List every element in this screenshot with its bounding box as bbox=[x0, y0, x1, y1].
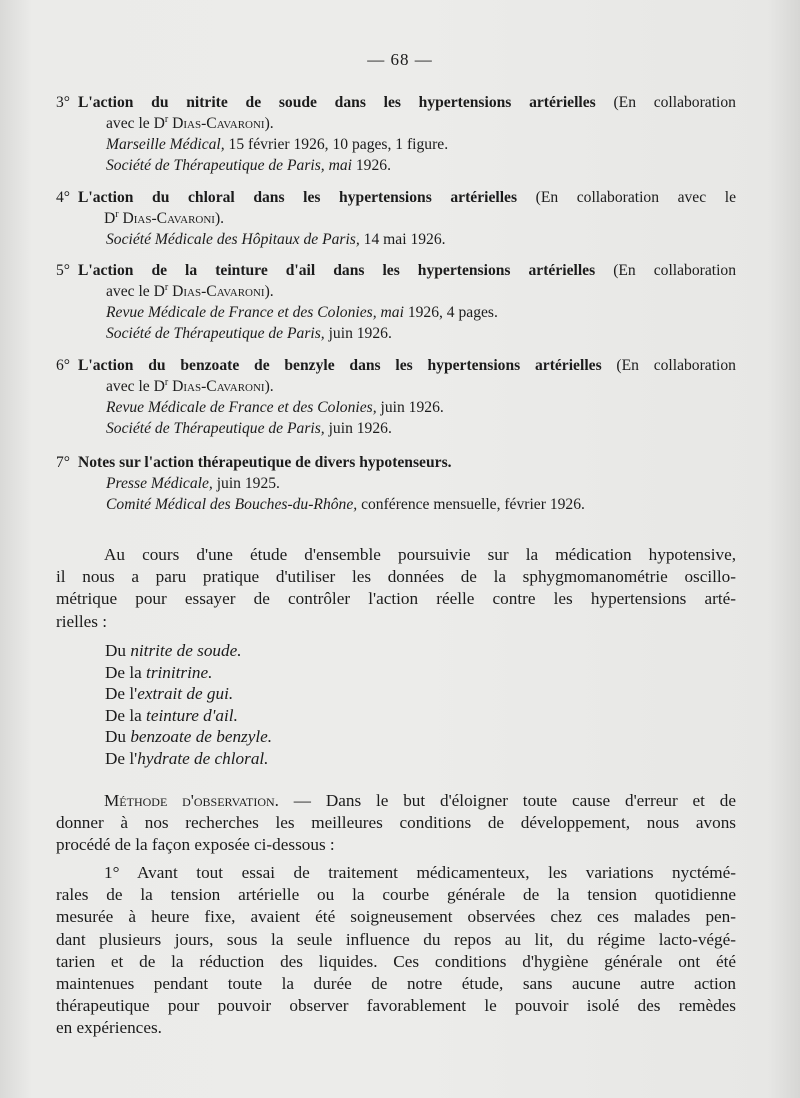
entry-title-line bbox=[56, 187, 736, 208]
author-name: Dias-Cavaroni bbox=[168, 115, 265, 132]
author-title-sup: r bbox=[164, 113, 169, 125]
remedy-name: hydrate de chloral. bbox=[137, 748, 269, 768]
remedy-item bbox=[105, 726, 272, 748]
entry-title-line bbox=[56, 92, 736, 113]
remedy-article: Du bbox=[105, 727, 131, 747]
entry-title-line bbox=[56, 452, 736, 473]
intro-paragraph bbox=[56, 544, 736, 633]
reference-journal: Presse Médicale, bbox=[106, 475, 213, 492]
intro-line: métrique pour essayer de contrôler l'action réelle contre les hypertensions arté- bbox=[56, 589, 736, 609]
entry-reference bbox=[56, 302, 736, 323]
remedy-item bbox=[105, 662, 272, 684]
reference-journal: Société Médicale des Hôpitaux de Paris, bbox=[106, 231, 360, 248]
entry-number: 5° bbox=[56, 262, 71, 279]
remedy-name: teinture d'ail. bbox=[146, 705, 238, 725]
remedy-article: Du bbox=[105, 641, 131, 660]
bibliography-entry-6 bbox=[56, 355, 736, 439]
reference-details: conférence mensuelle, février 1926. bbox=[357, 496, 585, 513]
author-suffix: ). bbox=[264, 115, 274, 132]
entry-reference bbox=[56, 397, 736, 418]
bibliography-entry-7 bbox=[56, 452, 736, 515]
entry-number: 7° bbox=[56, 454, 71, 471]
point-1-line: tarien et de la réduction des liquides. Ces conditions d'hygiène générale ont été bbox=[56, 951, 736, 971]
point-1-line: dant plusieurs jours, sous la seule influence du repos au lit, du régime lacto-végé- bbox=[56, 929, 736, 949]
entry-reference bbox=[56, 418, 736, 439]
reference-details: juin 1926. bbox=[324, 325, 392, 342]
methode-title: Méthode d'observation. bbox=[104, 791, 279, 810]
entry-reference bbox=[56, 229, 736, 250]
remedy-name: trinitrine. bbox=[146, 662, 213, 682]
remedy-article: De l' bbox=[105, 684, 138, 704]
entry-reference bbox=[56, 155, 736, 176]
entry-title: L'action du chloral dans les hypertensions artérielles bbox=[78, 189, 518, 206]
methode-line: donner à nos recherches les meilleures conditions de développement, nous avons bbox=[56, 813, 736, 833]
entry-number: 6° bbox=[56, 357, 71, 374]
methode-line: procédé de la façon exposée ci-dessous : bbox=[56, 835, 335, 855]
author-name: Dias-Cavaroni bbox=[118, 210, 215, 227]
remedy-name: benzoate de benzyle. bbox=[130, 727, 273, 747]
entry-title-line bbox=[56, 355, 736, 376]
reference-details: juin 1925. bbox=[212, 475, 280, 492]
entry-title: L'action de la teinture d'ail dans les hypertensions artérielles bbox=[78, 262, 596, 279]
intro-line: Au cours d'une étude d'ensemble poursuivie sur la médication hypotensive, bbox=[104, 545, 736, 564]
reference-details: 15 février 1926, 10 pages, 1 figure. bbox=[224, 136, 449, 153]
entry-collaboration: (En collaboration bbox=[601, 357, 736, 374]
remedy-item bbox=[105, 683, 272, 705]
author-prefix: avec le D bbox=[106, 115, 165, 132]
entry-title: L'action du benzoate de benzyle dans les hypertensions artérielles bbox=[78, 357, 602, 374]
entry-title: Notes sur l'action thérapeutique de divers hypotenseurs. bbox=[78, 454, 452, 471]
intro-line: rielles : bbox=[56, 611, 108, 631]
entry-reference bbox=[56, 323, 736, 344]
methode-line bbox=[56, 790, 736, 812]
point-1-line: thérapeutique pour pouvoir observer favorablement le pouvoir isolé des remèdes bbox=[56, 996, 736, 1016]
point-1-paragraph bbox=[56, 862, 736, 1040]
point-1-line: maintenues pendant toute la durée de notre étude, sans aucune autre action bbox=[56, 974, 736, 994]
author-name: Dias-Cavaroni bbox=[168, 283, 265, 300]
author-title-sup: r bbox=[115, 208, 119, 220]
bibliography-entry-3 bbox=[56, 92, 736, 176]
bibliography-entry-5 bbox=[56, 260, 736, 344]
point-1-line: en expériences. bbox=[56, 1018, 162, 1038]
reference-journal: Société de Thérapeutique de Paris, mai bbox=[106, 157, 352, 174]
reference-details: juin 1926. bbox=[376, 399, 444, 416]
point-1-line: rales de la tension artérielle ou la courbe générale de la tension quotidienne bbox=[56, 885, 736, 905]
methode-text: — Dans le but d'éloigner toute cause d'erreur et de bbox=[278, 791, 736, 810]
reference-details: 1926. bbox=[351, 157, 391, 174]
remedy-item bbox=[105, 640, 272, 662]
remedy-item bbox=[105, 705, 272, 727]
entry-author-line bbox=[56, 281, 736, 302]
page-number: — 68 — bbox=[367, 50, 433, 69]
author-suffix: ). bbox=[264, 378, 274, 395]
author-prefix: D bbox=[104, 210, 116, 227]
bibliography-entry-4 bbox=[56, 187, 736, 250]
author-suffix: ). bbox=[264, 283, 274, 300]
reference-journal: Marseille Médical, bbox=[106, 136, 225, 153]
author-prefix: avec le D bbox=[106, 283, 165, 300]
remedy-name: extrait de gui. bbox=[137, 684, 234, 704]
entry-collaboration: (En collaboration bbox=[595, 94, 736, 111]
reference-journal: Revue Médicale de France et des Colonies, bbox=[106, 399, 377, 416]
entry-number: 4° bbox=[56, 189, 71, 206]
point-1-line: 1° Avant tout essai de traitement médicamenteux, les variations nyctémé- bbox=[104, 863, 736, 882]
entry-author-line bbox=[56, 208, 736, 229]
point-1-line: mesurée à heure fixe, avaient été soigneusement observées chez ces malades pen- bbox=[56, 907, 736, 927]
entry-collaboration: (En collaboration bbox=[595, 262, 736, 279]
author-prefix: avec le D bbox=[106, 378, 165, 395]
entry-reference bbox=[56, 494, 736, 515]
author-name: Dias-Cavaroni bbox=[168, 378, 265, 395]
remedy-article: De la bbox=[105, 662, 147, 682]
reference-details: 14 mai 1926. bbox=[359, 231, 446, 248]
entry-reference bbox=[56, 473, 736, 494]
remedy-article: De la bbox=[105, 705, 147, 725]
entry-number: 3° bbox=[56, 94, 71, 111]
remedy-item bbox=[105, 748, 272, 770]
remedy-name: nitrite de soude. bbox=[130, 641, 242, 660]
entry-reference bbox=[56, 134, 736, 155]
intro-line: il nous a paru pratique d'utiliser les données de la sphygmomanométrie oscillo- bbox=[56, 567, 736, 587]
entry-title: L'action du nitrite de soude dans les hypertensions artérielles bbox=[78, 94, 596, 111]
methode-paragraph bbox=[56, 790, 736, 857]
entry-collaboration: (En collaboration avec le bbox=[517, 189, 737, 206]
remedies-list bbox=[105, 640, 272, 770]
author-title-sup: r bbox=[164, 281, 169, 293]
reference-details: 1926, 4 pages. bbox=[403, 304, 498, 321]
author-title-sup: r bbox=[164, 376, 169, 388]
entry-author-line bbox=[56, 376, 736, 397]
reference-journal: Revue Médicale de France et des Colonies, mai bbox=[106, 304, 404, 321]
reference-details: juin 1926. bbox=[324, 420, 392, 437]
reference-journal: Comité Médical des Bouches-du-Rhône, bbox=[106, 496, 358, 513]
reference-journal: Société de Thérapeutique de Paris, bbox=[106, 420, 325, 437]
remedy-article: De l' bbox=[105, 748, 138, 768]
entry-author-line bbox=[56, 113, 736, 134]
author-suffix: ). bbox=[214, 210, 225, 227]
entry-title-line bbox=[56, 260, 736, 281]
reference-journal: Société de Thérapeutique de Paris, bbox=[106, 325, 325, 342]
